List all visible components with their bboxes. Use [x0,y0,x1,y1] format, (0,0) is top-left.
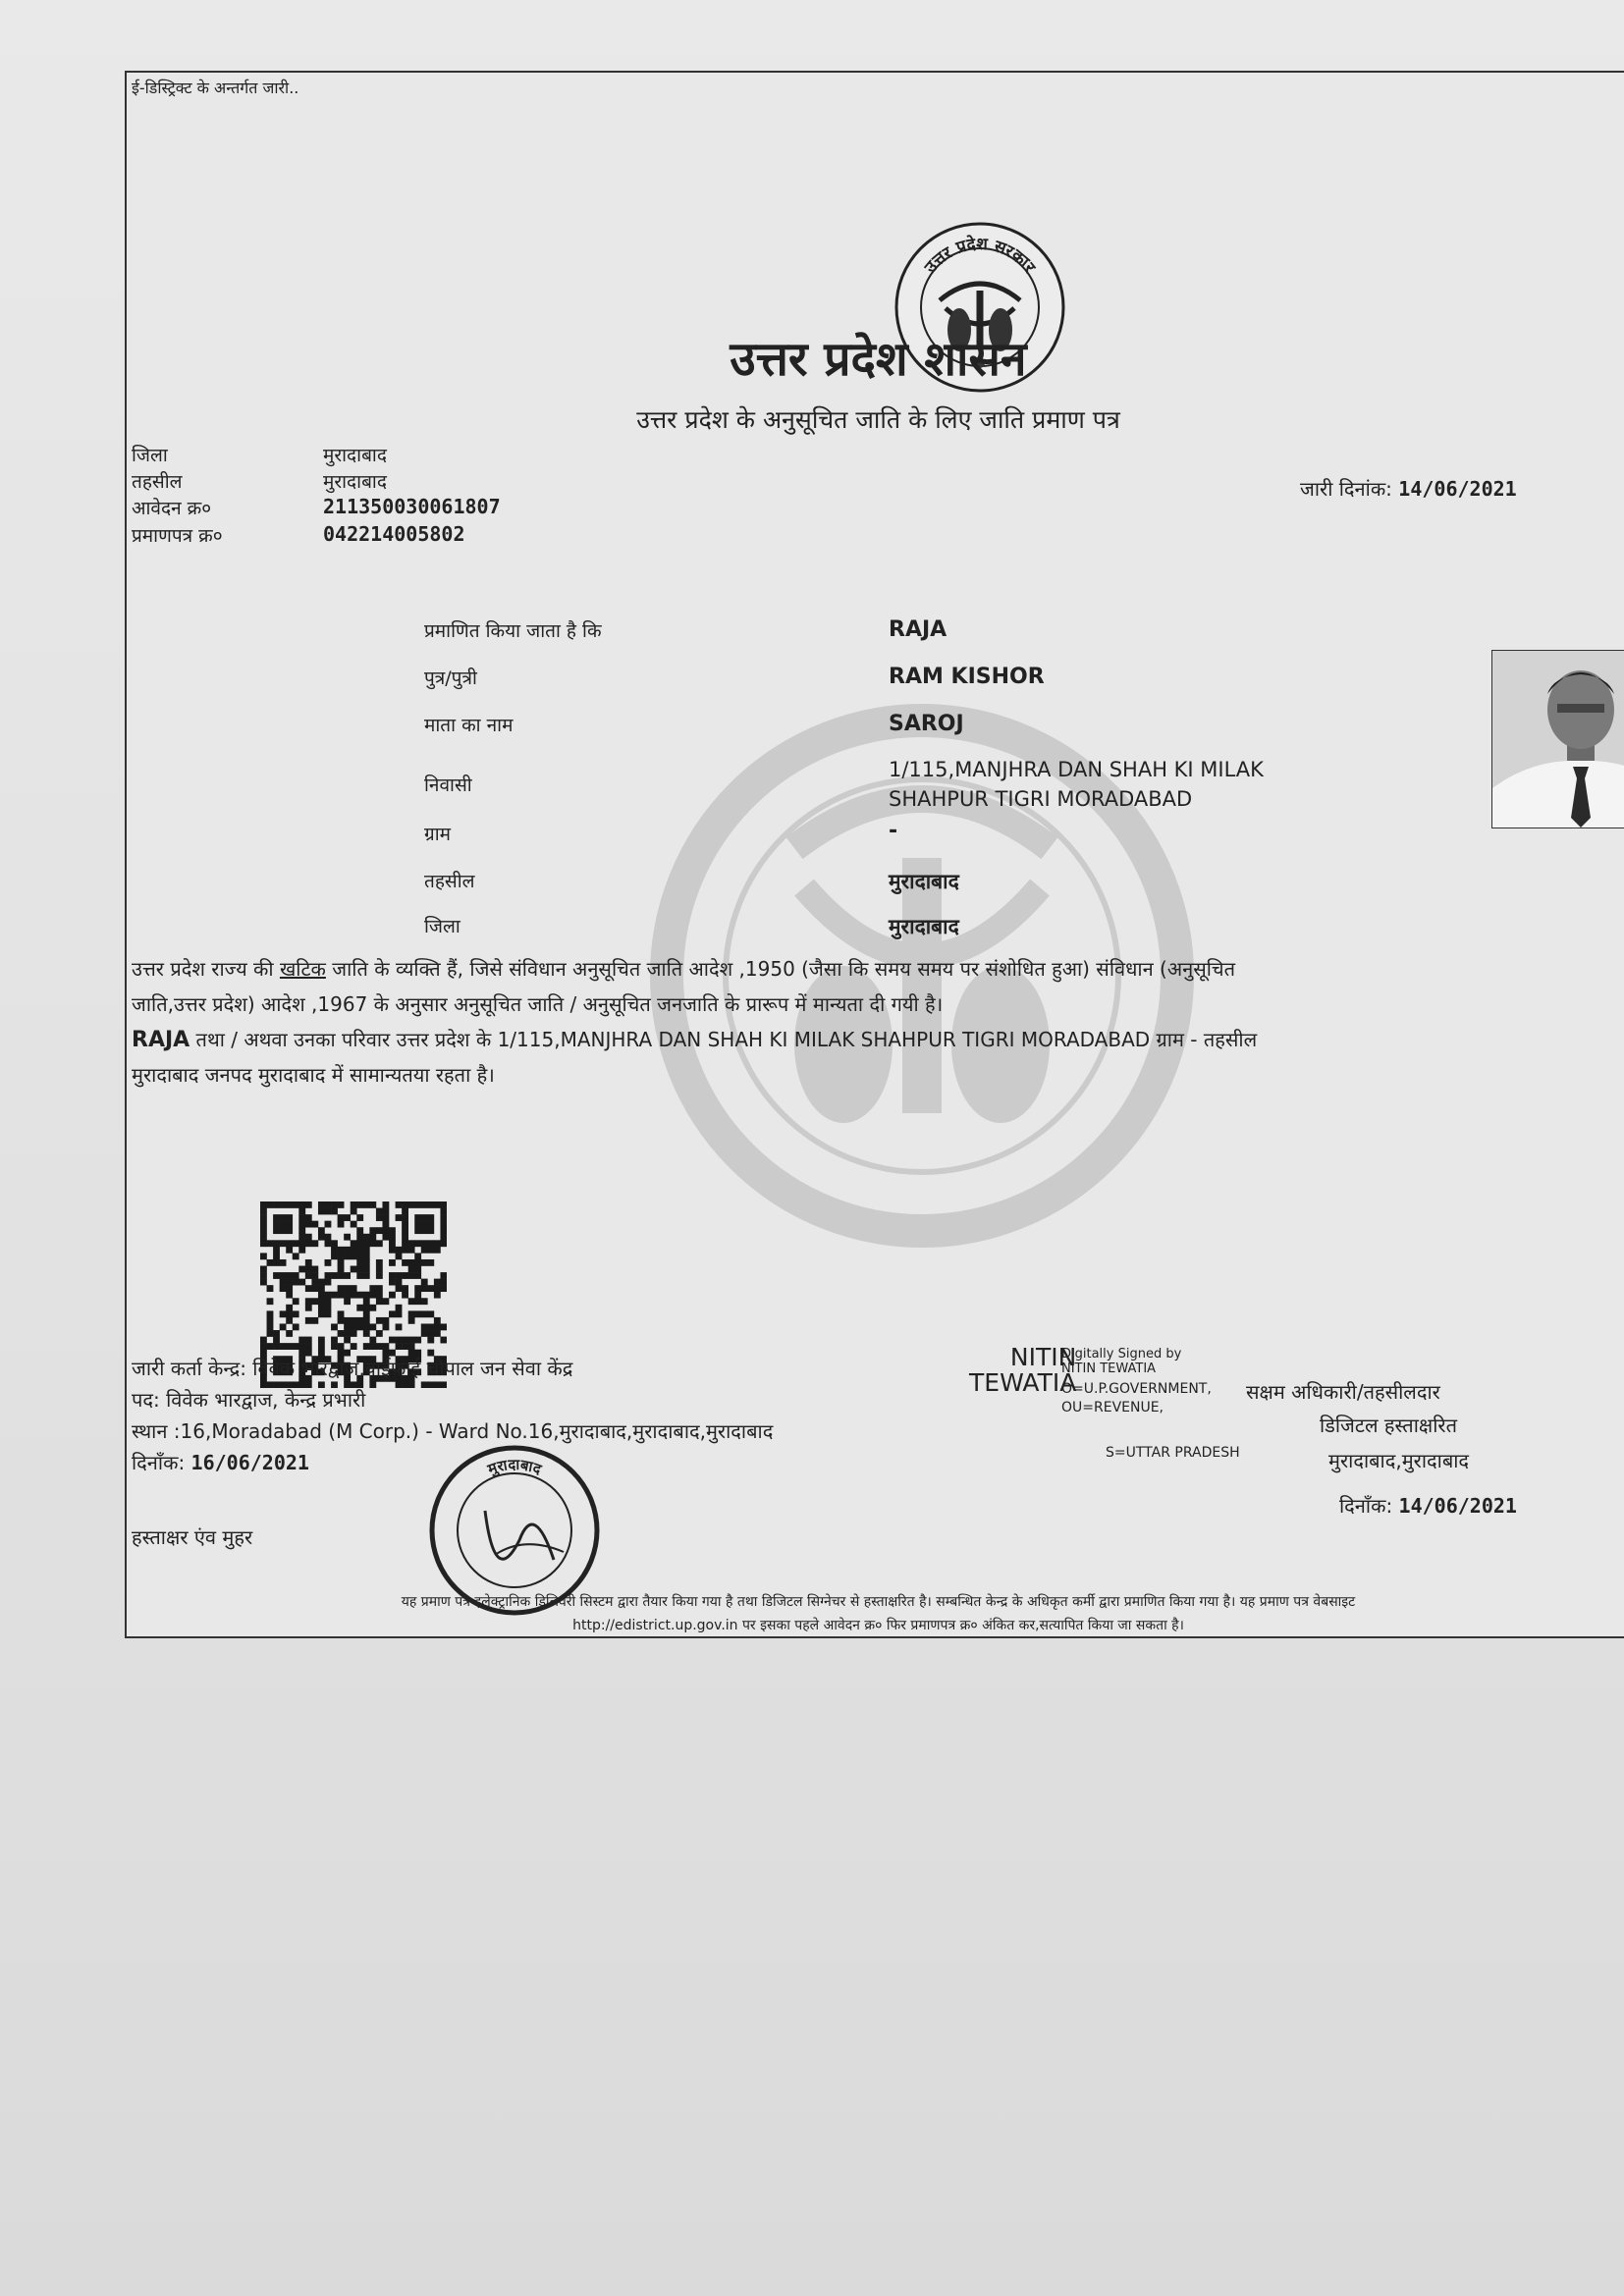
digital-signature-details [1061,1347,1181,1376]
document-title: उत्तर प्रदेश शासन [730,332,1027,387]
applicant-name: RAJA [889,617,947,642]
authority-location: मुरादाबाद,मुरादाबाद [1328,1449,1470,1472]
certificate-label: प्रमाणपत्र क्र० [132,525,223,547]
issue-date-label: जारी दिनांक: [1300,477,1392,501]
person-photo-icon [1492,651,1624,828]
details-district-value: मुरादाबाद [889,915,959,938]
footer-line-1: यह प्रमाण पत्र इलेक्ट्रानिक डिलिवरी सिस्टम द्वारा तैयार किया गया है तथा डिजिटल सिग्नेचर से हस्ताक्षरित है। सम्बन्धित केन्द्र के अधिकृत कर्मी द्वारा प्रमाणित किया गया है। यह प्रमाण पत्र वेबसाइट [401,1594,1356,1610]
body-line-1-start: उत्तर प्रदेश राज्य की [132,957,280,981]
signature-label: हस्ताक्षर एंव मुहर [132,1525,253,1549]
digitally-signed-text: डिजिटल हस्ताक्षरित [1320,1414,1457,1437]
details-district-label: जिला [424,916,460,937]
certified-label: प्रमाणित किया जाता है कि [424,620,602,642]
footer-line-2: http://edistrict.up.gov.in पर इसका पहले आवेदन क्र० फिर प्रमाणपत्र क्र० अंकित कर,सत्यापित किया जा सकता है। [572,1618,1184,1633]
signed-by-label: Digitally Signed by [1061,1347,1182,1362]
certificate-number: 042214005802 [323,522,465,546]
village-value: - [889,819,898,843]
certificate-frame [125,71,1624,1638]
mother-name: SAROJ [889,712,964,736]
digital-signer-last-name: TEWATIA [969,1368,1077,1397]
signature-state: S=UTTAR PRADESH [1106,1445,1240,1461]
district-label: जिला [132,445,168,466]
body-applicant-name: RAJA [132,1028,190,1052]
resident-address-line2: SHAHPUR TIGRI MORADABAD [889,787,1193,811]
edistrict-note: ई-डिस्ट्रिक्ट के अन्तर्गत जारी.. [132,79,299,97]
tehsil-value: मुरादाबाद [323,471,387,493]
stamp-text: मुरादाबाद [485,1455,544,1478]
application-label: आवेदन क्र० [132,498,212,519]
application-number: 211350030061807 [323,495,501,518]
details-tehsil-label: तहसील [424,871,475,892]
authority-date-label: दिनाँक: [1339,1494,1393,1518]
authority-title: सक्षम अधिकारी/तहसीलदार [1246,1380,1440,1404]
issue-date [1300,475,1517,502]
details-tehsil-value: मुरादाबाद [889,870,959,893]
body-line-1 [132,951,1235,987]
body-line-1-end: जाति के व्यक्ति हैं, जिसे संविधान अनुसूचित जाति आदेश ,1950 (जैसा कि समय समय पर संशोधित हुआ) संविधान (अनुसूचित [325,957,1236,981]
body-line-4: मुरादाबाद जनपद मुरादाबाद में सामान्यतया रहता है। [132,1063,495,1087]
body-line-3-rest: तथा / अथवा उनका परिवार उत्तर प्रदेश के 1/115,MANJHRA DAN SHAH KI MILAK SHAHPUR TIGRI MORADABAD ग्राम - तहसील [189,1028,1258,1051]
digital-signer-name [969,1345,1076,1396]
svg-text:मुरादाबाद [484,1456,544,1479]
resident-label: निवासी [424,774,472,796]
parent-label: पुत्र/पुत्री [424,667,477,689]
issuer-place: स्थान :16,Moradabad (M Corp.) - Ward No.16,मुरादाबाद,मुरादाबाद,मुरादाबाद [132,1419,774,1443]
applicant-photo [1491,650,1624,828]
authority-date [1339,1492,1517,1519]
document-subtitle: उत्तर प्रदेश के अनुसूचित जाति के लिए जाति प्रमाण पत्र [636,405,1120,434]
issuer-post: पद: विवेक भारद्वाज, केन्द्र प्रभारी [132,1388,366,1412]
issuer-date [132,1449,309,1475]
mother-label: माता का नाम [424,715,514,736]
body-line-3 [132,1022,1257,1058]
authority-date-value: 14/06/2021 [1398,1494,1517,1518]
resident-address-line1: 1/115,MANJHRA DAN SHAH KI MILAK [889,758,1264,781]
issuer-date-label: दिनाँक: [132,1451,186,1474]
district-value: मुरादाबाद [323,445,387,466]
village-label: ग्राम [424,824,451,845]
signed-by-name: NITIN TEWATIA [1061,1362,1157,1376]
issuer-centre: जारी कर्ता केन्द्र: विवेक भारद्वाज,वाईफाई चौपाल जन सेवा केंद्र [132,1357,573,1380]
issue-date-value: 14/06/2021 [1398,477,1517,501]
tehsil-label: तहसील [132,471,183,493]
digital-signer-first-name: NITIN [1009,1343,1077,1371]
parent-name: RAM KISHOR [889,665,1045,689]
signature-org: O=U.P.GOVERNMENT, [1061,1381,1212,1397]
caste-name: खटिक [279,957,326,981]
body-line-2: जाति,उत्तर प्रदेश) आदेश ,1967 के अनुसार अनुसूचित जाति / अनुसूचित जनजाति के प्रारूप में मान्यता दी गयी है। [132,992,944,1016]
emblem-text: उत्तर प्रदेश सरकार [920,234,1040,278]
issuer-date-value: 16/06/2021 [190,1451,309,1474]
signature-ou: OU=REVENUE, [1061,1400,1164,1415]
